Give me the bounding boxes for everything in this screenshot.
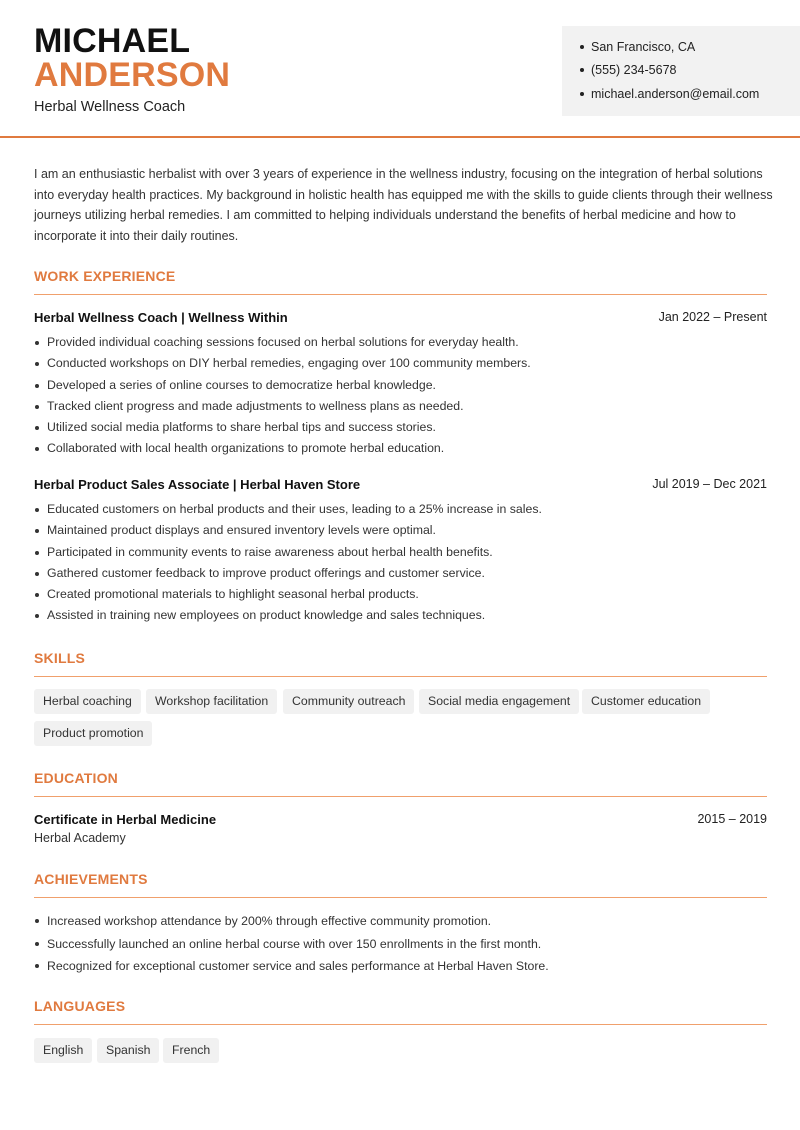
section-title-languages: LANGUAGES bbox=[34, 998, 126, 1014]
contact-location-text: San Francisco, CA bbox=[591, 40, 696, 54]
skill-tag: Customer education bbox=[582, 689, 710, 714]
skill-tag: Herbal coaching bbox=[34, 689, 141, 714]
list-item: Provided individual coaching sessions focused on herbal solutions for everyday health. bbox=[34, 332, 774, 353]
list-item: Participated in community events to raise awareness about herbal health benefits. bbox=[34, 542, 774, 563]
section-title-achievements: ACHIEVEMENTS bbox=[34, 871, 148, 887]
resume-header bbox=[0, 0, 800, 138]
contact-phone-text: (555) 234-5678 bbox=[591, 63, 677, 77]
list-item: Maintained product displays and ensured inventory levels were optimal. bbox=[34, 520, 774, 541]
achievements-list bbox=[34, 910, 774, 978]
list-item: Assisted in training new employees on product knowledge and sales techniques. bbox=[34, 605, 774, 626]
section-divider bbox=[34, 294, 767, 295]
education-date: 2015 – 2019 bbox=[697, 812, 767, 826]
contact-location bbox=[580, 40, 695, 54]
last-name: ANDERSON bbox=[34, 56, 231, 94]
list-item: Successfully launched an online herbal course with over 150 enrollments in the first month. bbox=[34, 933, 774, 956]
skill-tag: Community outreach bbox=[283, 689, 414, 714]
bullet-icon bbox=[580, 68, 584, 72]
job-heading: Herbal Wellness Coach | Wellness Within bbox=[34, 310, 288, 325]
contact-email-text[interactable]: michael.anderson@email.com bbox=[591, 87, 760, 101]
contact-box bbox=[562, 26, 800, 116]
bullet-icon bbox=[580, 45, 584, 49]
job-role: Herbal Wellness Coach bbox=[34, 99, 186, 115]
list-item: Developed a series of online courses to democratize herbal knowledge. bbox=[34, 375, 774, 396]
list-item: Created promotional materials to highlight seasonal herbal products. bbox=[34, 584, 774, 605]
language-tag: French bbox=[163, 1038, 219, 1063]
language-tag: Spanish bbox=[97, 1038, 159, 1063]
job-heading: Herbal Product Sales Associate | Herbal Haven Store bbox=[34, 477, 361, 492]
list-item: Collaborated with local health organizations to promote herbal education. bbox=[34, 438, 774, 459]
section-divider bbox=[34, 897, 767, 898]
summary-paragraph: I am an enthusiastic herbalist with over 3 years of experience in the wellness industry, focusing on the integration of herbal solutions into everyday health practices. My background in holistic health has equipped me with the skills to guide clients through their wellness journeys utilizing herbal remedies. I am committed to helping individuals understand the benefits of herbal medicine and how to incorporate it into their daily routines. bbox=[34, 167, 773, 243]
section-divider bbox=[34, 676, 767, 677]
job-date: Jul 2019 – Dec 2021 bbox=[652, 477, 767, 491]
job-date: Jan 2022 – Present bbox=[658, 310, 767, 324]
section-title-work-experience: WORK EXPERIENCE bbox=[34, 268, 176, 284]
first-name: MICHAEL bbox=[34, 22, 191, 60]
education-degree: Certificate in Herbal Medicine bbox=[34, 812, 217, 827]
section-title-education: EDUCATION bbox=[34, 770, 118, 786]
list-item: Increased workshop attendance by 200% through effective community promotion. bbox=[34, 910, 774, 933]
section-title-skills: SKILLS bbox=[34, 650, 85, 666]
contact-phone bbox=[580, 63, 676, 77]
list-item: Recognized for exceptional customer service and sales performance at Herbal Haven Store. bbox=[34, 955, 774, 978]
list-item: Tracked client progress and made adjustments to wellness plans as needed. bbox=[34, 396, 774, 417]
section-divider bbox=[34, 796, 767, 797]
skill-tag: Product promotion bbox=[34, 721, 152, 746]
list-item: Educated customers on herbal products and their uses, leading to a 25% increase in sales. bbox=[34, 499, 774, 520]
job-bullets bbox=[34, 499, 774, 627]
education-school: Herbal Academy bbox=[34, 831, 126, 845]
language-tag: English bbox=[34, 1038, 92, 1063]
contact-email[interactable] bbox=[580, 87, 759, 101]
section-divider bbox=[34, 1024, 767, 1025]
skill-tag: Social media engagement bbox=[419, 689, 579, 714]
list-item: Gathered customer feedback to improve product offerings and customer service. bbox=[34, 563, 774, 584]
list-item: Utilized social media platforms to share herbal tips and success stories. bbox=[34, 417, 774, 438]
bullet-icon bbox=[580, 92, 584, 96]
skill-tag: Workshop facilitation bbox=[146, 689, 277, 714]
job-bullets bbox=[34, 332, 774, 460]
list-item: Conducted workshops on DIY herbal remedies, engaging over 100 community members. bbox=[34, 353, 774, 374]
